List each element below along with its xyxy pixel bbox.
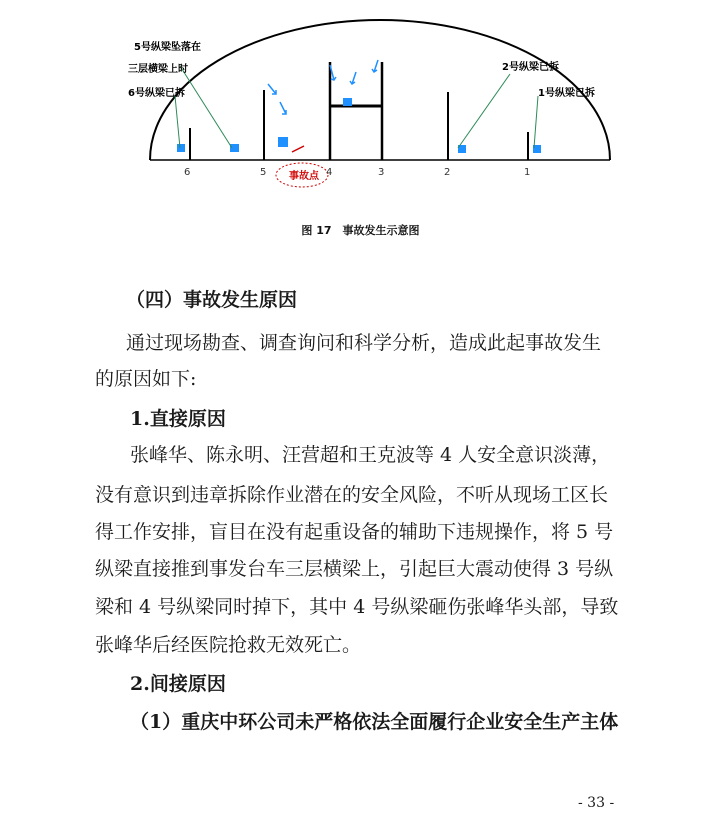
position-1: 1	[524, 167, 531, 178]
annotation-beam6: 6号纵梁已拆	[128, 88, 185, 99]
impact-arrow	[292, 146, 304, 152]
accident-cloud	[276, 163, 328, 187]
direct-line-5: 梁和 4 号纵梁同时掉下，其中 4 号纵梁砸伤张峰华头部，导致	[95, 596, 619, 618]
annotation-beam5-line2: 三层横梁上时	[128, 64, 188, 75]
intro-line-2: 的原因如下:	[95, 368, 197, 390]
annotation-beam1: 1号纵梁已拆	[538, 88, 595, 99]
annotation-beam2: 2号纵梁已拆	[502, 62, 559, 73]
position-2: 2	[444, 167, 451, 178]
direct-line-2: 没有意识到违章拆除作业潜在的安全风险，不听从现场工区长	[95, 484, 609, 506]
position-3: 3	[378, 167, 385, 178]
indirect-cause-heading: 2.间接原因	[130, 673, 226, 695]
indirect-line-1: （1）重庆中环公司未严格依法全面履行企业安全生产主体	[130, 711, 619, 733]
direct-line-1: 张峰华、陈永明、汪营超和王克波等 4 人安全意识淡薄，	[130, 444, 611, 466]
annotation-beam5-line1: 5号纵梁坠落在	[134, 42, 201, 53]
svg-text:事故点: 事故点	[289, 171, 319, 182]
section-heading: （四）事故发生原因	[126, 289, 298, 311]
marker-beam5-fallen	[278, 137, 288, 147]
intro-line-1: 通过现场勘查、调查询问和科学分析，造成此起事故发生	[126, 332, 602, 354]
marker-beam4	[343, 98, 352, 106]
figure-caption: 图 17 事故发生示意图	[301, 224, 420, 237]
marker-beam5-origin	[230, 144, 239, 152]
position-5: 5	[260, 167, 267, 178]
marker-beam6	[177, 144, 185, 152]
direct-line-6: 张峰华后经医院抢救无效死亡。	[95, 634, 362, 656]
direct-cause-heading: 1.直接原因	[130, 408, 226, 430]
direct-line-3: 得工作安排，盲目在没有起重设备的辅助下违规操作，将 5 号	[95, 521, 614, 543]
page-number: - 33 -	[578, 795, 615, 811]
direct-line-4: 纵梁直接推到事发台车三层横梁上，引起巨大震动使得 3 号纵	[95, 558, 614, 580]
accident-diagram	[120, 10, 620, 215]
position-6: 6	[184, 167, 191, 178]
position-4: 4	[326, 167, 333, 178]
